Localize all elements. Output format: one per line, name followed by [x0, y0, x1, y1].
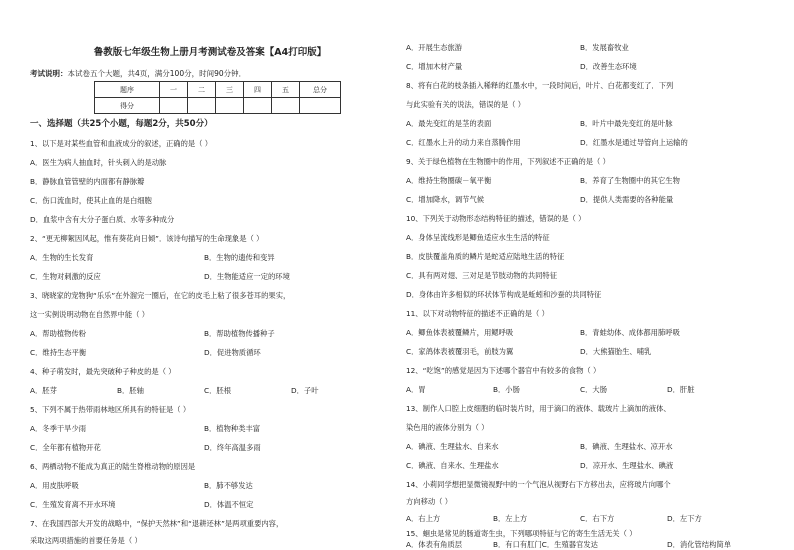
- option-line: D．改善生态环境: [580, 62, 637, 71]
- option-line: D．身体由许多相似的环状体节构成是蚯蚓和沙蚕的共同特征: [406, 290, 602, 299]
- question-line: 15、蛔虫是常见的肠道寄生虫，下列哪项特征与它的寄生生活无关（ ）: [406, 529, 637, 538]
- option-line: C．增加降水，调节气候: [406, 195, 485, 204]
- option-line: A．鲫鱼体表被覆鳞片，用鳃呼吸: [406, 328, 514, 337]
- question-line: 这一实例说明动物在自然界中能（ ）: [30, 310, 150, 319]
- option-line: B．静脉血管管壁的内面都有静脉瓣: [30, 177, 145, 186]
- option-line: A．胃: [406, 385, 426, 394]
- option-line: D．血浆中含有大分子蛋白质、水等多种成分: [30, 215, 175, 224]
- option-line: D．凉开水、生理盐水、碘液: [580, 461, 674, 470]
- score-cell: 四: [244, 82, 272, 98]
- option-line: B．养育了生物圈中的其它生物: [580, 176, 680, 185]
- option-line: A．身体呈流线形是鲫鱼适应水生生活的特征: [406, 233, 550, 242]
- option-line: A．用皮肤呼吸: [30, 481, 79, 490]
- option-line: C．大肠: [580, 385, 607, 394]
- option-line: D．肝脏: [667, 385, 695, 394]
- question-line: 5、下列不属于热带雨林地区所具有的特征是（ ）: [30, 405, 191, 414]
- option-line: B．帮助植物传播种子: [204, 329, 275, 338]
- option-line: A．胚芽: [30, 386, 57, 395]
- score-cell: 二: [188, 82, 216, 98]
- question-line: 染色用的液体分别为（ ）: [406, 423, 489, 432]
- option-line: A．维持生物圈碳－氧平衡: [406, 176, 492, 185]
- option-line: B．有口有肛门C．生殖器官发达: [493, 540, 598, 549]
- question-line: 11、以下对动物特征的描述不正确的是（ ）: [406, 309, 549, 318]
- question-line: 采取这两项措施的首要任务是（ ）: [30, 536, 142, 545]
- question-line: 12、“吃饱”的感觉是因为下述哪个器官中有较多的食物（ ）: [406, 366, 601, 375]
- score-table-header-row: [95, 82, 341, 98]
- question-line: 3、晓晓家的宠物狗“乐乐”在外溜完一圈后，在它的皮毛上粘了很多苍耳的果实，: [30, 291, 291, 300]
- option-line: C．家鸽体表被覆羽毛，前肢为翼: [406, 347, 514, 356]
- option-line: C．增加木材产量: [406, 62, 463, 71]
- option-line: A．生物的生长发育: [30, 253, 94, 262]
- score-table-score-row: [95, 98, 341, 114]
- option-line: C．生殖发育离不开水环境: [30, 500, 116, 509]
- option-line: B．叶片中最先变红的是叶脉: [580, 119, 673, 128]
- score-cell: 一: [160, 82, 188, 98]
- option-line: D．促进物质循环: [204, 348, 261, 357]
- option-line: B．肺不够发达: [204, 481, 253, 490]
- option-line: C．红墨水上升的动力来自蒸腾作用: [406, 138, 521, 147]
- option-line: D．大熊猫胎生、哺乳: [580, 347, 652, 356]
- question-line: 1、以下是对某些血管和血液成分的叙述，正确的是（ ）: [30, 139, 213, 148]
- question-line: 与此实验有关的说法，错误的是（ ）: [406, 100, 526, 109]
- instructions: [30, 68, 246, 79]
- score-cell: 总分: [300, 82, 341, 98]
- option-line: A．碘液、生理盐水、自来水: [406, 442, 499, 451]
- option-line: B．小肠: [493, 385, 520, 394]
- option-line: A．最先变红的是茎的表面: [406, 119, 492, 128]
- score-cell: [188, 98, 216, 114]
- score-cell: [300, 98, 341, 114]
- question-line: 13、制作人口腔上皮细胞的临时装片时，用于滴口的液体、载玻片上滴加的液体、: [406, 404, 671, 413]
- option-line: C．右下方: [580, 514, 615, 523]
- score-table: [94, 81, 341, 114]
- option-line: C．全年都有植物开花: [30, 443, 101, 452]
- option-line: A．医生为病人抽血时，针头刺入的是动脉: [30, 158, 167, 167]
- section-heading: 一、选择题（共25个小题，每题2分，共50分）: [30, 119, 213, 129]
- option-line: B．左上方: [493, 514, 528, 523]
- question-line: 方向移动（ ）: [406, 497, 453, 506]
- option-line: D．体温不恒定: [204, 500, 254, 509]
- score-cell: 题序: [95, 82, 160, 98]
- question-line: 8、将有白花的枝条插入稀释的红墨水中，一段时间后，叶片、白花都变红了．下列: [406, 81, 674, 90]
- option-line: D．消化管结构简单: [667, 540, 731, 549]
- score-cell: [216, 98, 244, 114]
- option-line: B．植物种类丰富: [204, 424, 261, 433]
- instructions-text: 本试卷五个大题，共4页，满分100分，时间90分钟．: [67, 69, 247, 78]
- option-line: C．伤口流血时，使其止血的是白细胞: [30, 196, 152, 205]
- option-line: D．提供人类需要的各种能量: [580, 195, 674, 204]
- option-line: A．体表有角质层: [406, 540, 463, 549]
- instructions-label: 考试说明：: [30, 69, 68, 78]
- question-line: 9、关于绿色植物在生物圈中的作用，下列叙述不正确的是（ ）: [406, 157, 610, 166]
- option-line: C．生物对刺激的反应: [30, 272, 101, 281]
- option-line: D．终年高温多雨: [204, 443, 261, 452]
- option-line: D．左下方: [667, 514, 702, 523]
- option-line: C．具有两对翅、三对足是节肢动物的共同特征: [406, 271, 558, 280]
- option-line: D．子叶: [291, 386, 319, 395]
- option-line: C．胚根: [204, 386, 231, 395]
- score-cell: [272, 98, 300, 114]
- question-line: 2、“更无柳絮因风起，惟有葵花向日倾”．该诗句描写的生命现象是（ ）: [30, 234, 264, 243]
- question-line: 7、在我国西部大开发的战略中，“保护天然林”和“退耕还林”是两项重要内容，: [30, 519, 284, 528]
- option-line: B．发展畜牧业: [580, 43, 629, 52]
- option-line: A．冬季干旱少雨: [30, 424, 87, 433]
- score-cell: [244, 98, 272, 114]
- score-cell: 得分: [95, 98, 160, 114]
- option-line: C．维持生态平衡: [30, 348, 87, 357]
- option-line: B．皮肤覆盖角质的鳞片是蛇适应陆地生活的特征: [406, 252, 565, 261]
- option-line: B．青蛙幼体、成体都用肺呼吸: [580, 328, 680, 337]
- page-title: 鲁教版七年级生物上册月考测试卷及答案【A4打印版】: [93, 47, 327, 58]
- option-line: B．碘液、生理盐水、凉开水: [580, 442, 673, 451]
- question-line: 6、两栖动物不能成为真正的陆生脊椎动物的原因是: [30, 462, 196, 471]
- option-line: D．红墨水是通过导管向上运输的: [580, 138, 688, 147]
- option-line: D．生物能适应一定的环境: [204, 272, 290, 281]
- question-line: 10、下列关于动物形态结构特征的描述，错误的是（ ）: [406, 214, 586, 223]
- question-line: 14、小莉同学想把显微镜视野中的一个气泡从视野右下方移出去，应将玻片向哪个: [406, 480, 671, 489]
- score-cell: 三: [216, 82, 244, 98]
- score-cell: 五: [272, 82, 300, 98]
- option-line: C．碘液、自来水、生理盐水: [406, 461, 499, 470]
- option-line: A．开展生态旅游: [406, 43, 463, 52]
- score-cell: [160, 98, 188, 114]
- option-line: A．帮助植物传粉: [30, 329, 87, 338]
- option-line: A．右上方: [406, 514, 441, 523]
- question-line: 4、种子萌发时，最先突破种子种皮的是（ ）: [30, 367, 176, 376]
- option-line: B．胚轴: [117, 386, 144, 395]
- option-line: B．生物的遗传和变异: [204, 253, 275, 262]
